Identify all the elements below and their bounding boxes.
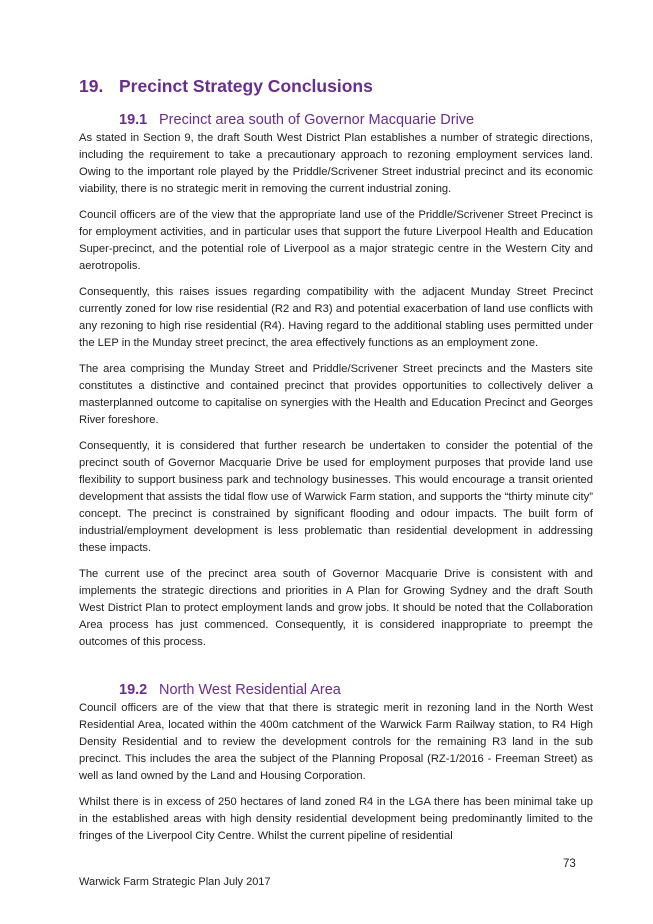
footer-title: Warwick Farm Strategic Plan July 2017 [79, 876, 271, 888]
paragraph: Council officers are of the view that the appropriate land use of the Priddle/Scrivener Street Precinct is for employment activities, and in particular uses that support the future Liverpool Health and Education Super-precinct, and the potential role of Liverpool as a major strategic centre in the Western City and aerotropolis. [79, 209, 593, 272]
subsection-body-19-2 [79, 700, 593, 854]
paragraph: Whilst there is in excess of 250 hectares of land zoned R4 in the LGA there has been minimal take up in the established areas with high density residential development being predominantly limited to the fringes of the Liverpool City Centre. Whilst the current pipeline of residential [79, 796, 593, 842]
paragraph: As stated in Section 9, the draft South West District Plan establishes a number of strategic directions, including the requirement to take a precautionary approach to rezoning employment services land. Owing to the important role played by the Priddle/Scrivener Street industrial precinct and its economic viability, there is no strategic merit in removing the current industrial zoning. [79, 132, 593, 195]
section-number: 19. [79, 76, 104, 96]
subsection-title: Precinct area south of Governor Macquarie Drive [159, 112, 475, 128]
section-heading [79, 76, 373, 97]
page-number: 73 [563, 858, 576, 870]
paragraph: Consequently, it is considered that further research be undertaken to consider the potential of the precinct south of Governor Macquarie Drive be used for employment purposes that provide land use flexibility to support business park and technology businesses. This would encourage a transit oriented development that assists the tidal flow use of Warwick Farm station, and supports the “thirty minute city” concept. The precinct is constrained by significant flooding and odour impacts. The built form of industrial/employment development is less problematic than residential development in addressing these impacts. [79, 440, 593, 554]
subsection-heading-19-1 [119, 112, 474, 128]
paragraph: The current use of the precinct area south of Governor Macquarie Drive is consistent with and implements the strategic directions and priorities in A Plan for Growing Sydney and the draft South West District Plan to protect employment lands and grow jobs. It should be noted that the Collaboration Area process has just commenced. Consequently, it is considered inappropriate to preempt the outcomes of this process. [79, 568, 593, 648]
subsection-number: 19.2 [119, 682, 148, 698]
section-title: Precinct Strategy Conclusions [119, 76, 373, 96]
paragraph: Council officers are of the view that that there is strategic merit in rezoning land in the North West Residential Area, located within the 400m catchment of the Warwick Farm Railway station, to R4 High Density Residential and to review the development controls for the remaining R3 land in the sub precinct. This includes the area the subject of the Planning Proposal (RZ-1/2016 - Freeman Street) as well as land owned by the Land and Housing Corporation. [79, 702, 593, 782]
subsection-title: North West Residential Area [159, 682, 341, 698]
paragraph: The area comprising the Munday Street and Priddle/Scrivener Street precincts and the Masters site constitutes a distinctive and contained precinct that provides opportunities to collectively deliver a masterplanned outcome to capitalise on synergies with the Health and Education Precinct and Georges River foreshore. [79, 363, 593, 426]
subsection-number: 19.1 [119, 112, 148, 128]
subsection-body-19-1 [79, 130, 593, 660]
paragraph: Consequently, this raises issues regarding compatibility with the adjacent Munday Street Precinct currently zoned for low rise residential (R2 and R3) and potential exacerbation of land use conflicts with any rezoning to high rise residential (R4). Having regard to the additional stabling uses permitted under the LEP in the Munday street precinct, the area effectively functions as an employment zone. [79, 286, 593, 349]
subsection-heading-19-2 [119, 682, 341, 698]
